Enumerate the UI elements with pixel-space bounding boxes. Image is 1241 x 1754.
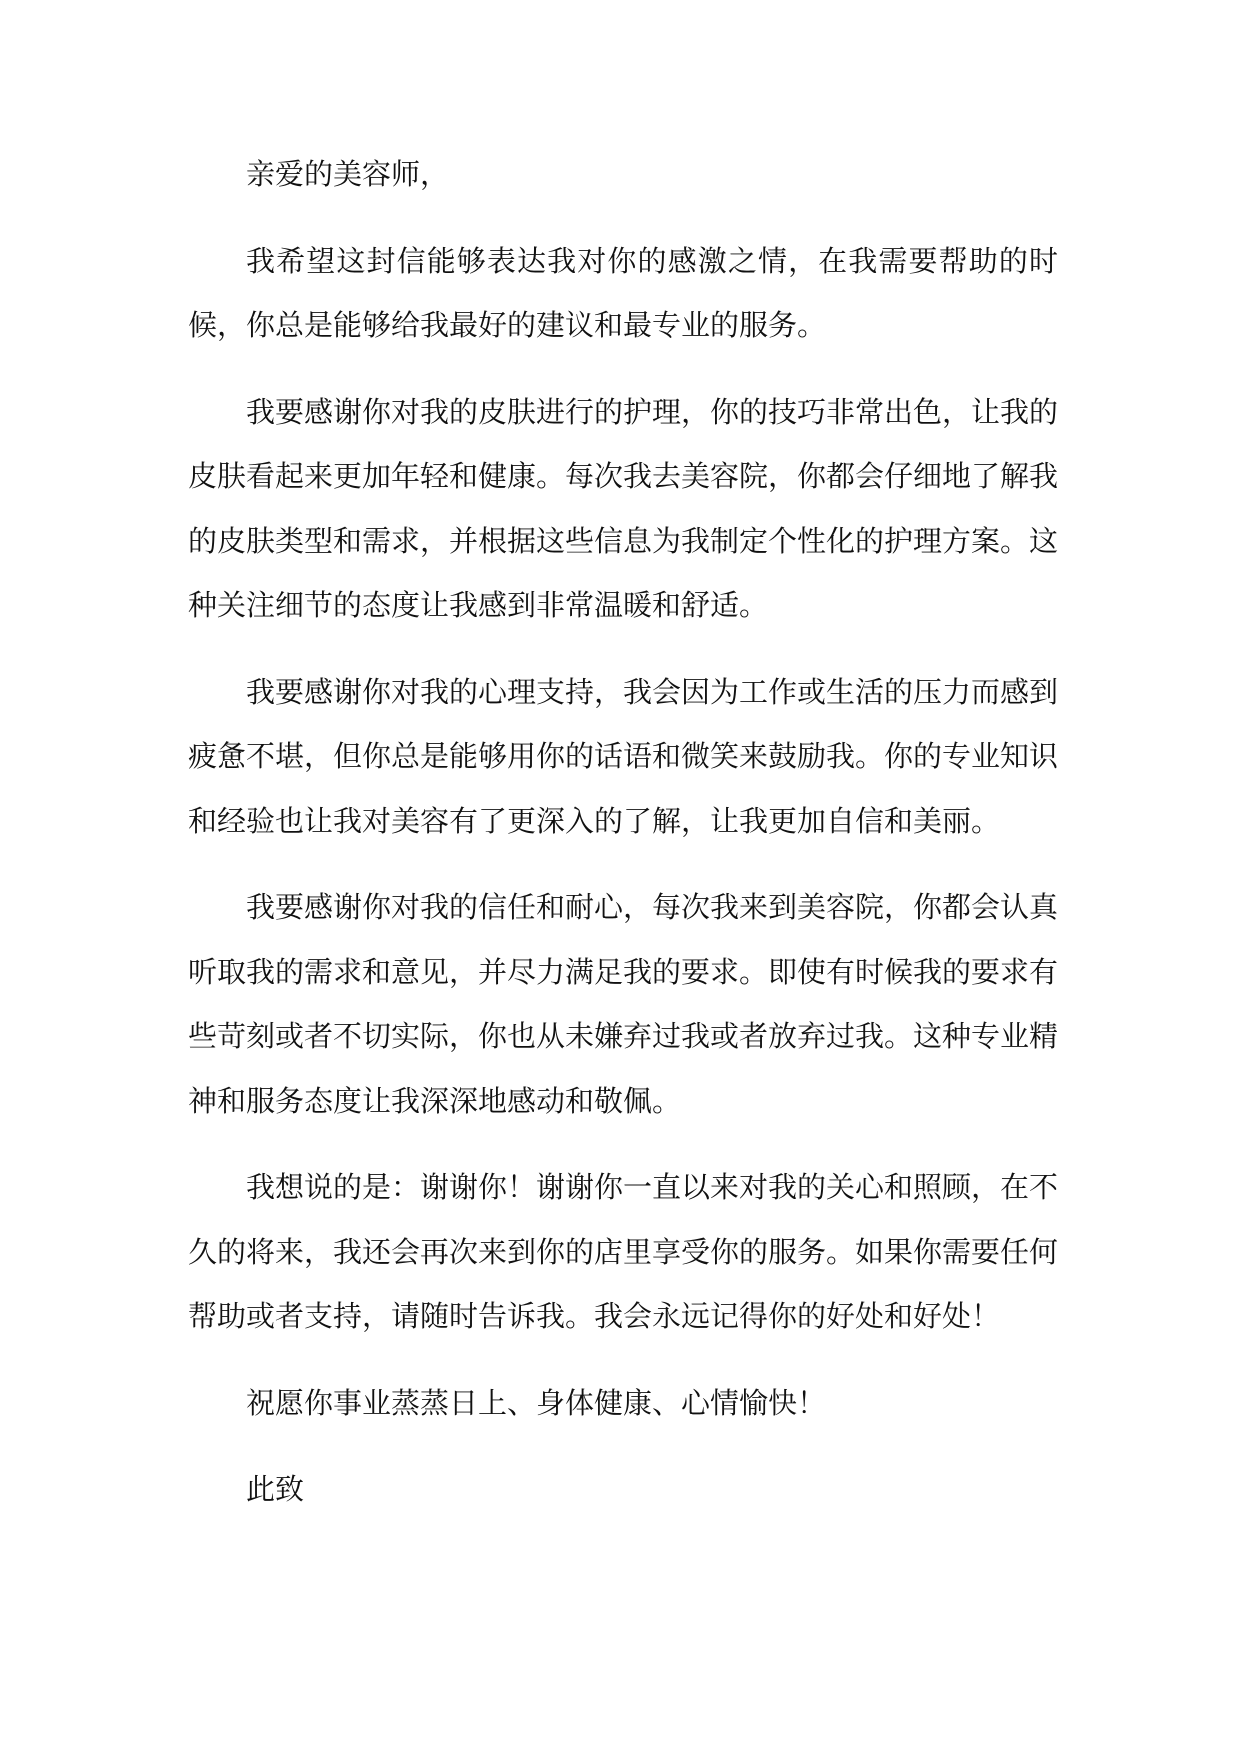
- letter-paragraph: 我要感谢你对我的心理支持，我会因为工作或生活的压力而感到疲惫不堪，但你总是能够用你的话语和微笑来鼓励我。你的专业知识和经验也让我对美容有了更深入的了解，让我更加自信和美丽。: [188, 674, 1059, 838]
- letter-paragraph: 我想说的是：谢谢你！谢谢你一直以来对我的关心和照顾，在不久的将来，我还会再次来到你的店里享受你的服务。如果你需要任何帮助或者支持，请随时告诉我。我会永远记得你的好处和好处！: [188, 1170, 1059, 1333]
- letter-paragraph: 我希望这封信能够表达我对你的感激之情，在我需要帮助的时候，你总是能够给我最好的建议和最专业的服务。: [188, 243, 1058, 342]
- letter-paragraph: 我要感谢你对我的信任和耐心，每次我来到美容院，你都会认真听取我的需求和意见，并尽力满足我的要求。即使有时候我的要求有些苛刻或者不切实际，你也从未嫌弃过我或者放弃过我。这种专业精神和服务态度让我深深地感动和敬佩。: [188, 890, 1059, 1118]
- letter-wishes: 祝愿你事业蒸蒸日上、身体健康、心情愉快！: [246, 1385, 827, 1420]
- letter-closing: 此致: [246, 1472, 305, 1506]
- letter-body: [188, 142, 1058, 1544]
- letter-paragraph: 我要感谢你对我的皮肤进行的护理，你的技巧非常出色，让我的皮肤看起来更加年轻和健康。每次我去美容院，你都会仔细地了解我的皮肤类型和需求，并根据这些信息为我制定个性化的护理方案。这种关注细节的态度让我感到非常温暖和舒适。: [188, 394, 1059, 622]
- letter-salutation: 亲爱的美容师，: [246, 157, 450, 191]
